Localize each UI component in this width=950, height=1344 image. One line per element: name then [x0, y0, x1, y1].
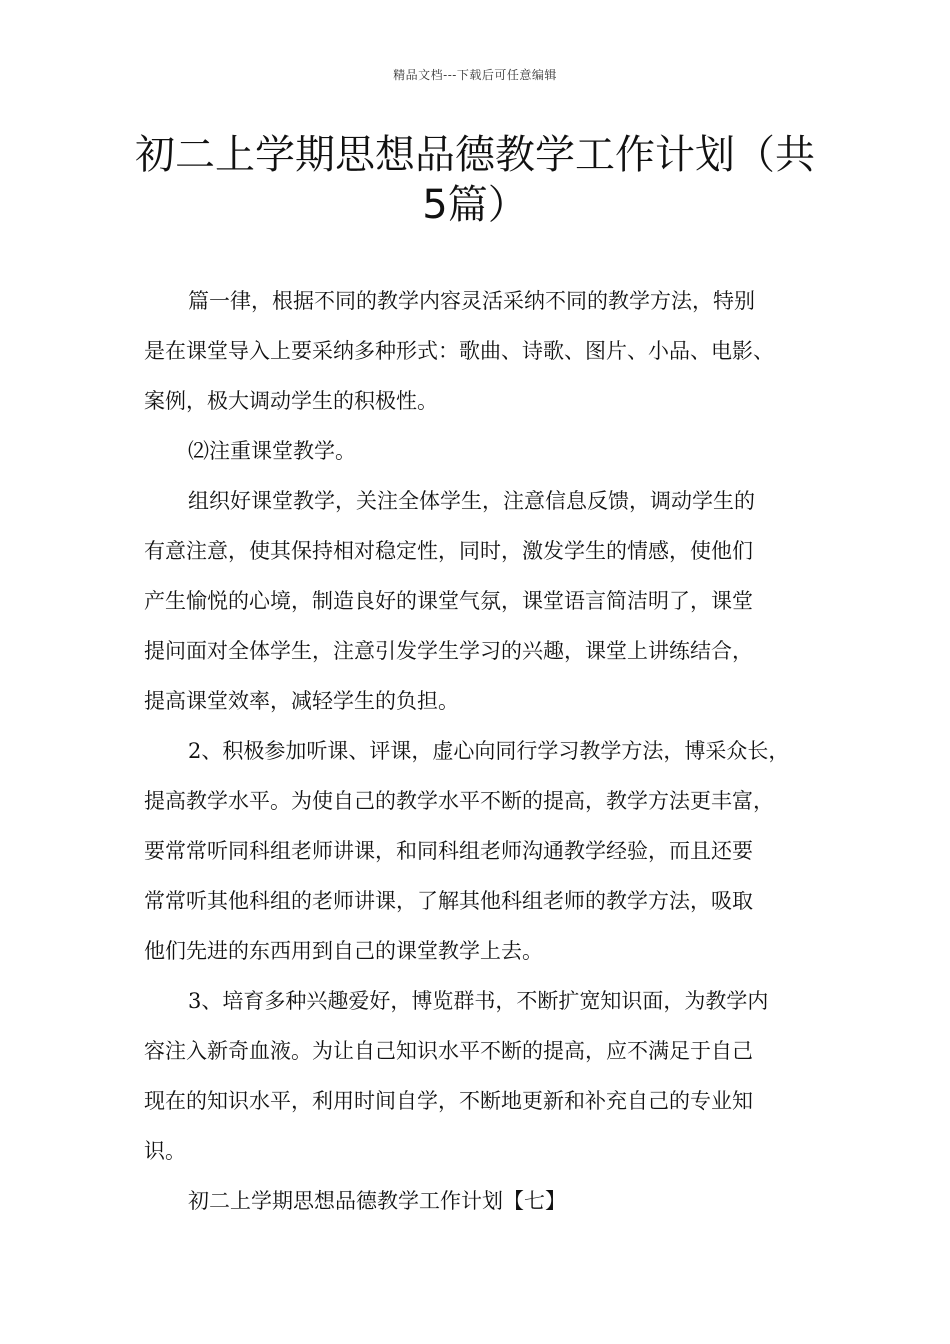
title-line: 初二上学期思想品德教学工作计划（共 [135, 132, 815, 178]
text-line: 他们先进的东西用到自己的课堂教学上去。 [144, 939, 543, 963]
document-title [100, 130, 850, 230]
paragraph [144, 726, 814, 976]
header-note: 精品文档---下载后可任意编辑 [393, 68, 557, 82]
text-line: 组织好课堂教学，关注全体学生，注意信息反馈，调动学生的 [188, 489, 755, 513]
text-line: 篇一律，根据不同的教学内容灵活采纳不同的教学方法，特别 [188, 289, 755, 313]
text-line: 提高教学水平。为使自己的教学水平不断的提高，教学方法更丰富， [144, 789, 774, 813]
text-line: 现在的知识水平，利用时间自学，不断地更新和补充自己的专业知 [144, 1089, 753, 1113]
text-line: 案例，极大调动学生的积极性。 [144, 389, 438, 413]
section-heading [144, 1176, 814, 1226]
paragraph [144, 476, 814, 726]
text-line: 提问面对全体学生，注意引发学生学习的兴趣，课堂上讲练结合， [144, 639, 753, 663]
text-line: ⑵注重课堂教学。 [188, 439, 356, 463]
text-line: 产生愉悦的心境，制造良好的课堂气氛，课堂语言简洁明了，课堂 [144, 589, 753, 613]
text-line: 常常听其他科组的老师讲课，了解其他科组老师的教学方法，吸取 [144, 889, 753, 913]
text-line: 容注入新奇血液。为让自己知识水平不断的提高，应不满足于自己 [144, 1039, 753, 1063]
text-line: 有意注意，使其保持相对稳定性，同时，激发学生的情感，使他们 [144, 539, 753, 563]
text-line: 2、积极参加听课、评课，虚心向同行学习教学方法，博采众长， [188, 739, 790, 763]
text-line: 3、培育多种兴趣爱好，博览群书，不断扩宽知识面，为教学内 [188, 989, 769, 1013]
text-line: 识。 [144, 1139, 186, 1163]
text-line: 提高课堂效率，减轻学生的负担。 [144, 689, 459, 713]
text-line: 是在课堂导入上要采纳多种形式：歌曲、诗歌、图片、小品、电影、 [144, 339, 774, 363]
title-line: 5篇） [422, 182, 528, 228]
document-body [144, 276, 814, 1226]
paragraph [144, 276, 814, 426]
text-line: 要常常听同科组老师讲课，和同科组老师沟通教学经验，而且还要 [144, 839, 753, 863]
paragraph [144, 426, 814, 476]
text-line: 初二上学期思想品德教学工作计划【七】 [188, 1189, 566, 1213]
paragraph [144, 976, 814, 1176]
